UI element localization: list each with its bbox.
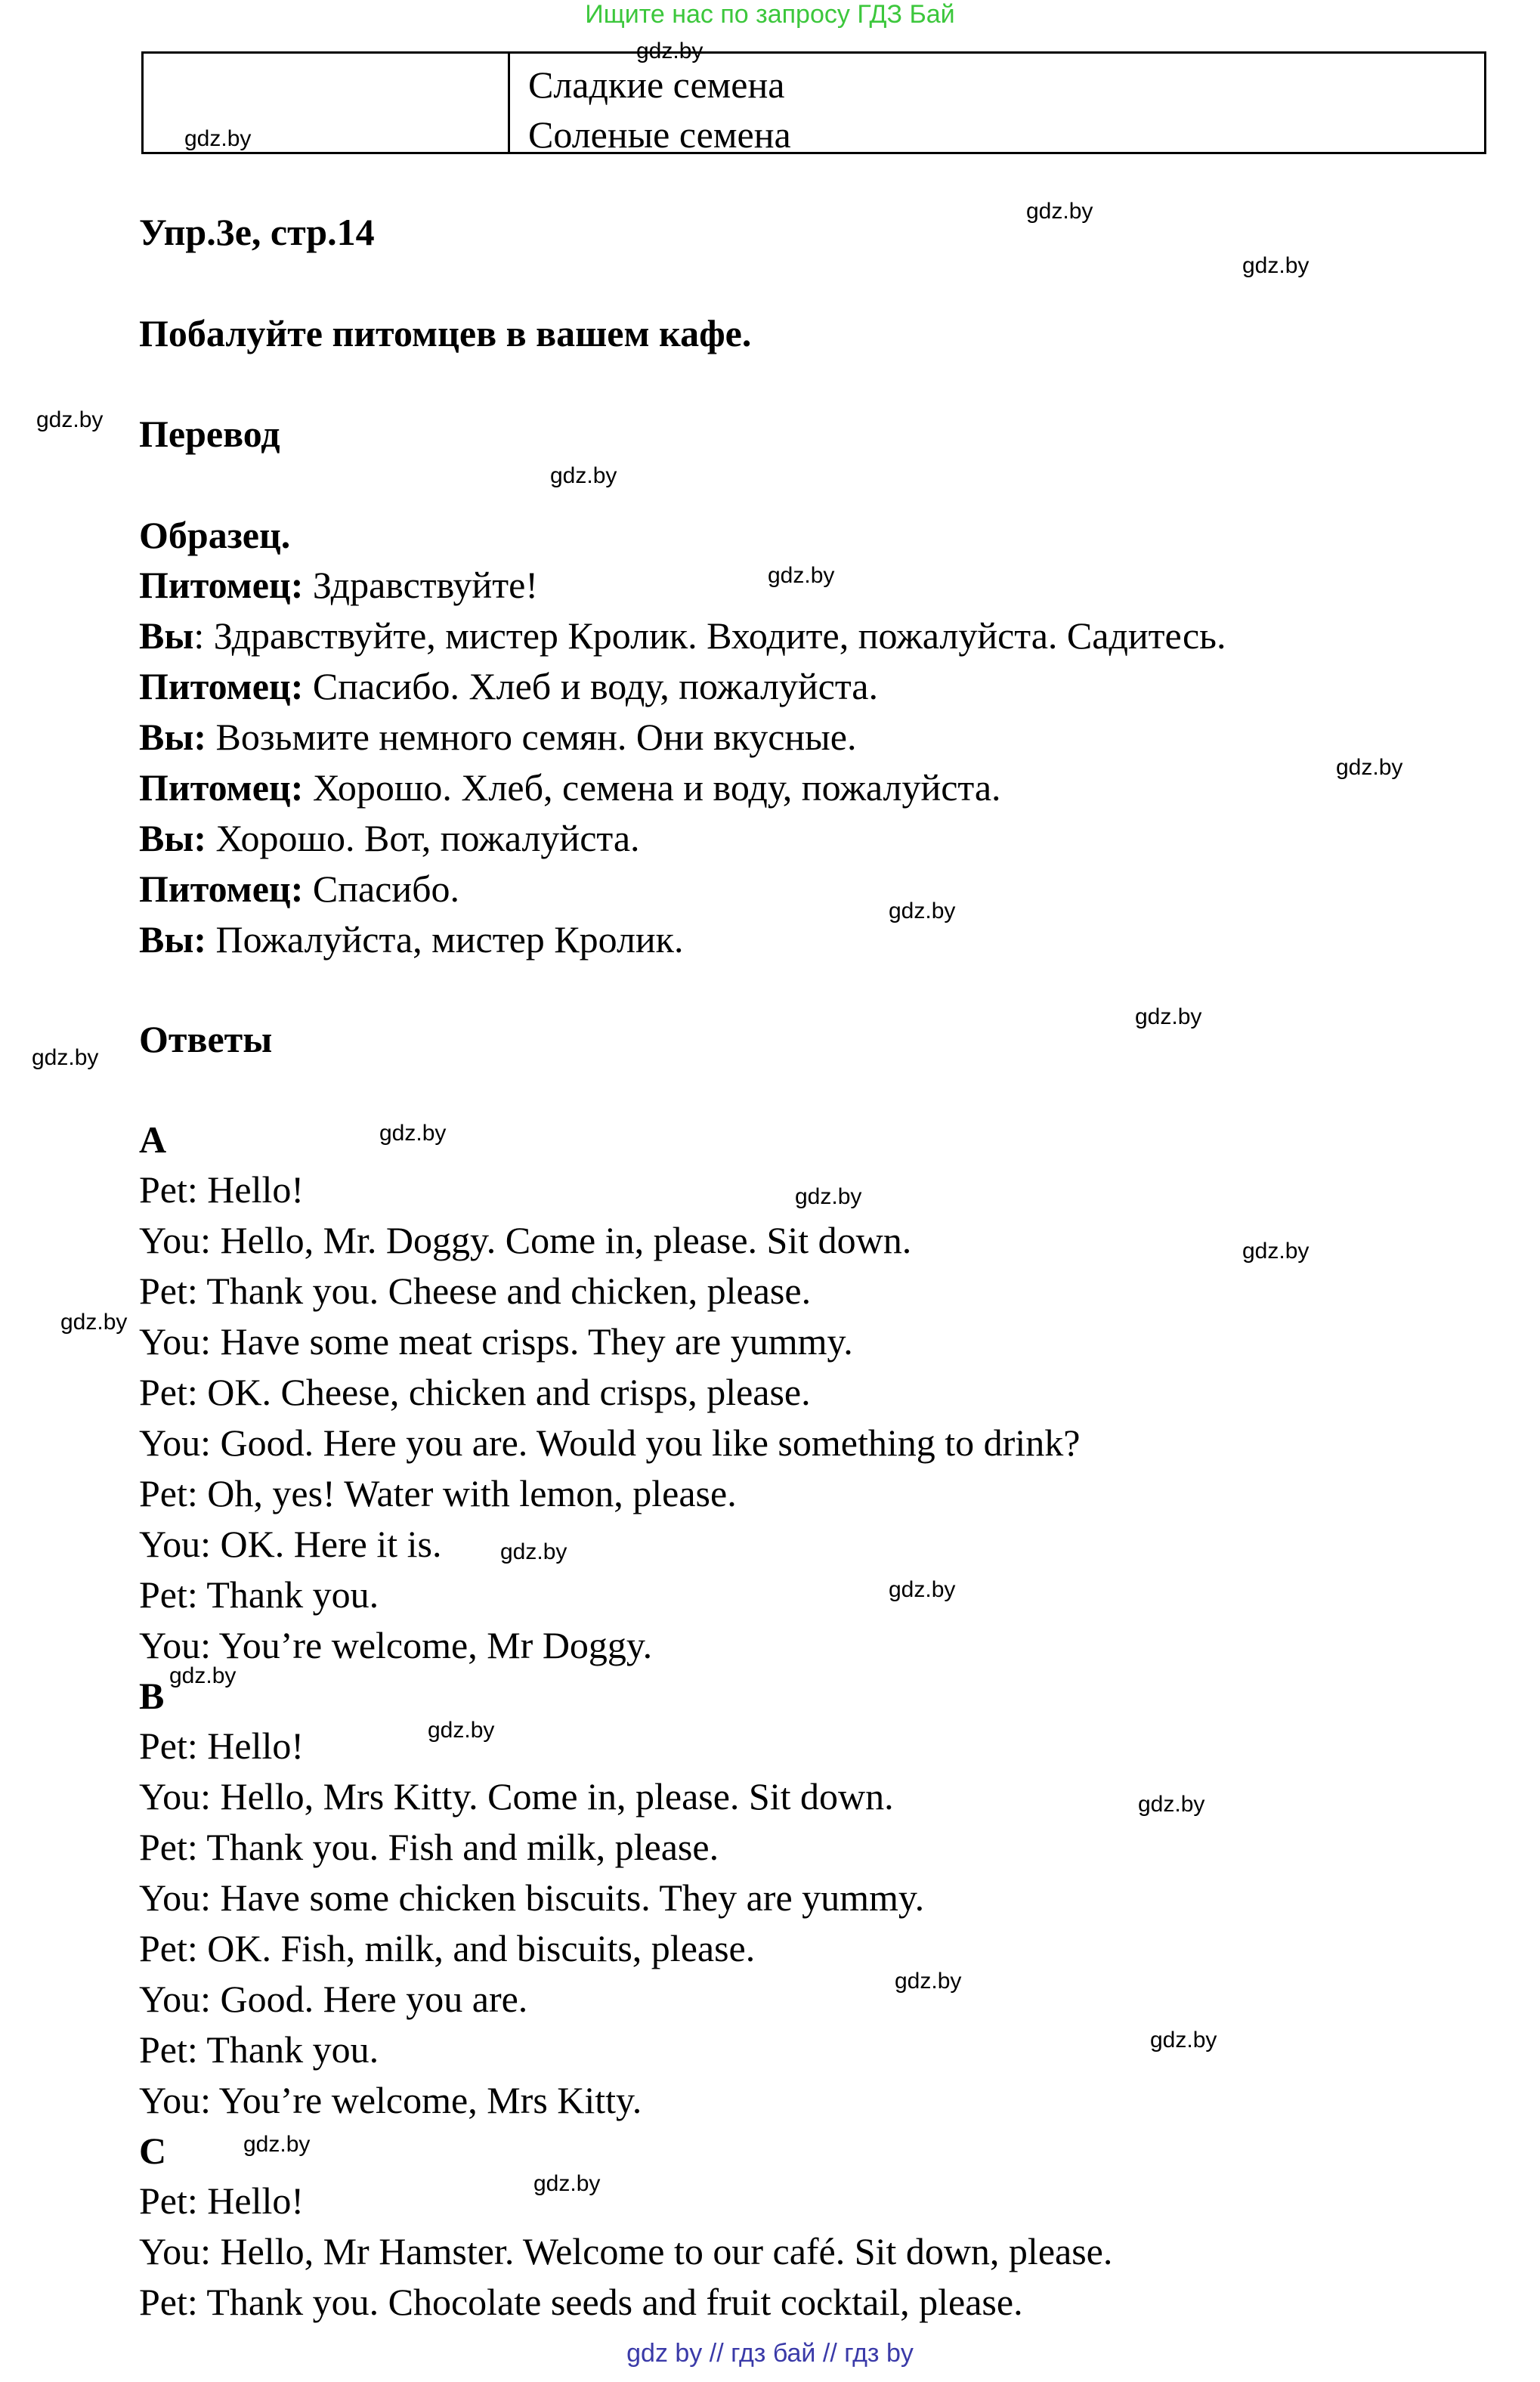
answer-line: Pet: Thank you. Fish and milk, please. bbox=[139, 1826, 719, 1868]
answer-line: Pet: Thank you. bbox=[139, 1573, 379, 1616]
watermark-text: gdz.by bbox=[428, 1718, 495, 1743]
answer-line: You: You’re welcome, Mrs Kitty. bbox=[139, 2079, 642, 2121]
speaker-label: Вы: bbox=[139, 918, 207, 961]
seeds-table bbox=[141, 51, 1486, 154]
answer-variant-label: A bbox=[139, 1118, 167, 1161]
answer-line: Pet: Thank you. Cheese and chicken, please. bbox=[139, 1270, 812, 1312]
answer-line: Pet: OK. Cheese, chicken and crisps, please. bbox=[139, 1371, 811, 1413]
watermark-text: gdz.by bbox=[500, 1539, 567, 1564]
sample-heading: Образец. bbox=[139, 514, 291, 556]
watermark-text: gdz.by bbox=[1242, 1239, 1310, 1264]
answer-line: Pet: Hello! bbox=[139, 1725, 305, 1767]
dialogue-text: Возьмите немного семян. Они вкусные. bbox=[206, 716, 857, 758]
watermark-text: gdz.by bbox=[243, 2132, 311, 2157]
translation-heading: Перевод bbox=[139, 413, 280, 455]
dialogue-text: : Здравствуйте, мистер Кролик. Входите, пожалуйста. Садитесь. bbox=[193, 614, 1226, 657]
watermark-text: gdz.by bbox=[1336, 755, 1403, 780]
watermark-text: gdz.by bbox=[60, 1310, 128, 1335]
dialogue-line bbox=[139, 661, 1226, 712]
watermark-text: gdz.by bbox=[636, 39, 704, 63]
watermark-text: gdz.by bbox=[169, 1663, 237, 1688]
watermark-text: gdz.by bbox=[889, 899, 956, 923]
dialogue-line bbox=[139, 560, 1226, 611]
dialogue-line bbox=[139, 763, 1226, 813]
speaker-label: Питомец: bbox=[139, 766, 304, 809]
exercise-title: Упр.3е, стр.14 bbox=[139, 211, 375, 253]
watermark-text: gdz.by bbox=[36, 407, 104, 432]
dialogue-text: Спасибо. Хлеб и воду, пожалуйста. bbox=[303, 665, 879, 707]
watermark-text: gdz.by bbox=[32, 1045, 99, 1070]
table-row: Соленые семена bbox=[528, 113, 791, 156]
answer-line: Pet: Oh, yes! Water with lemon, please. bbox=[139, 1472, 737, 1514]
table-text-cell bbox=[510, 54, 791, 156]
top-banner-link[interactable]: Ищите нас по запросу ГДЗ Бай bbox=[585, 0, 955, 29]
watermark-text: gdz.by bbox=[895, 1969, 962, 1994]
answer-line: You: Hello, Mrs Kitty. Come in, please. Sit down. bbox=[139, 1775, 894, 1817]
watermark-text: gdz.by bbox=[533, 2171, 601, 2196]
dialogue-text: Хорошо. Хлеб, семена и воду, пожалуйста. bbox=[303, 766, 1001, 809]
speaker-label: Питомец: bbox=[139, 665, 304, 707]
watermark-text: gdz.by bbox=[184, 126, 252, 151]
answer-line: You: Good. Here you are. Would you like something to drink? bbox=[139, 1421, 1081, 1464]
answer-line: You: You’re welcome, Mr Doggy. bbox=[139, 1624, 653, 1666]
translation-section bbox=[139, 510, 1226, 965]
task-statement: Побалуйте питомцев в вашем кафе. bbox=[139, 312, 752, 354]
watermark-text: gdz.by bbox=[1242, 253, 1310, 278]
dialogue-text: Здравствуйте! bbox=[303, 564, 539, 606]
answer-line: Pet: OK. Fish, milk, and biscuits, please. bbox=[139, 1927, 756, 1969]
answer-variant-label: C bbox=[139, 2130, 167, 2172]
dialogue-line bbox=[139, 712, 1226, 763]
watermark-text: gdz.by bbox=[768, 563, 835, 588]
watermark-text: gdz.by bbox=[1026, 199, 1093, 224]
watermark-text: gdz.by bbox=[1138, 1792, 1205, 1817]
answer-line: You: OK. Here it is. bbox=[139, 1523, 442, 1565]
dialogue-text: Спасибо. bbox=[303, 868, 460, 910]
answer-line: You: Hello, Mr. Doggy. Come in, please. Sit down. bbox=[139, 1219, 912, 1261]
watermark-text: gdz.by bbox=[889, 1577, 956, 1602]
answer-line: You: Good. Here you are. bbox=[139, 1978, 528, 2020]
dialogue-text: Хорошо. Вот, пожалуйста. bbox=[206, 817, 640, 859]
watermark-text: gdz.by bbox=[795, 1184, 862, 1209]
answer-line: Pet: Thank you. bbox=[139, 2028, 379, 2071]
answer-line: You: Have some meat crisps. They are yummy. bbox=[139, 1320, 853, 1363]
watermark-text: gdz.by bbox=[550, 463, 617, 488]
dialogue-line bbox=[139, 813, 1226, 864]
watermark-text: gdz.by bbox=[1135, 1004, 1202, 1029]
watermark-text: gdz.by bbox=[379, 1121, 447, 1146]
answer-line: Pet: Thank you. Chocolate seeds and fruit cocktail, please. bbox=[139, 2281, 1023, 2323]
dialogue-text: Пожалуйста, мистер Кролик. bbox=[206, 918, 684, 961]
table-row: Сладкие семена bbox=[528, 63, 785, 106]
dialogue-line bbox=[139, 914, 1226, 965]
answer-line: You: Hello, Mr Hamster. Welcome to our café. Sit down, please. bbox=[139, 2230, 1113, 2272]
speaker-label: Питомец: bbox=[139, 868, 304, 910]
footer-links[interactable]: gdz by // гдз бай // гдз by bbox=[626, 2339, 914, 2368]
answer-line: Pet: Hello! bbox=[139, 2179, 305, 2222]
watermark-text: gdz.by bbox=[1150, 2028, 1217, 2053]
dialogue-line bbox=[139, 611, 1226, 661]
dialogue-line bbox=[139, 864, 1226, 914]
speaker-label: Вы: bbox=[139, 817, 207, 859]
speaker-label: Вы bbox=[139, 614, 194, 657]
answers-heading: Ответы bbox=[139, 1018, 273, 1060]
answer-line: Pet: Hello! bbox=[139, 1168, 305, 1211]
speaker-label: Питомец: bbox=[139, 564, 304, 606]
speaker-label: Вы: bbox=[139, 716, 207, 758]
answer-line: You: Have some chicken biscuits. They are yummy. bbox=[139, 1876, 925, 1919]
answer-variant-label: B bbox=[139, 1675, 165, 1717]
